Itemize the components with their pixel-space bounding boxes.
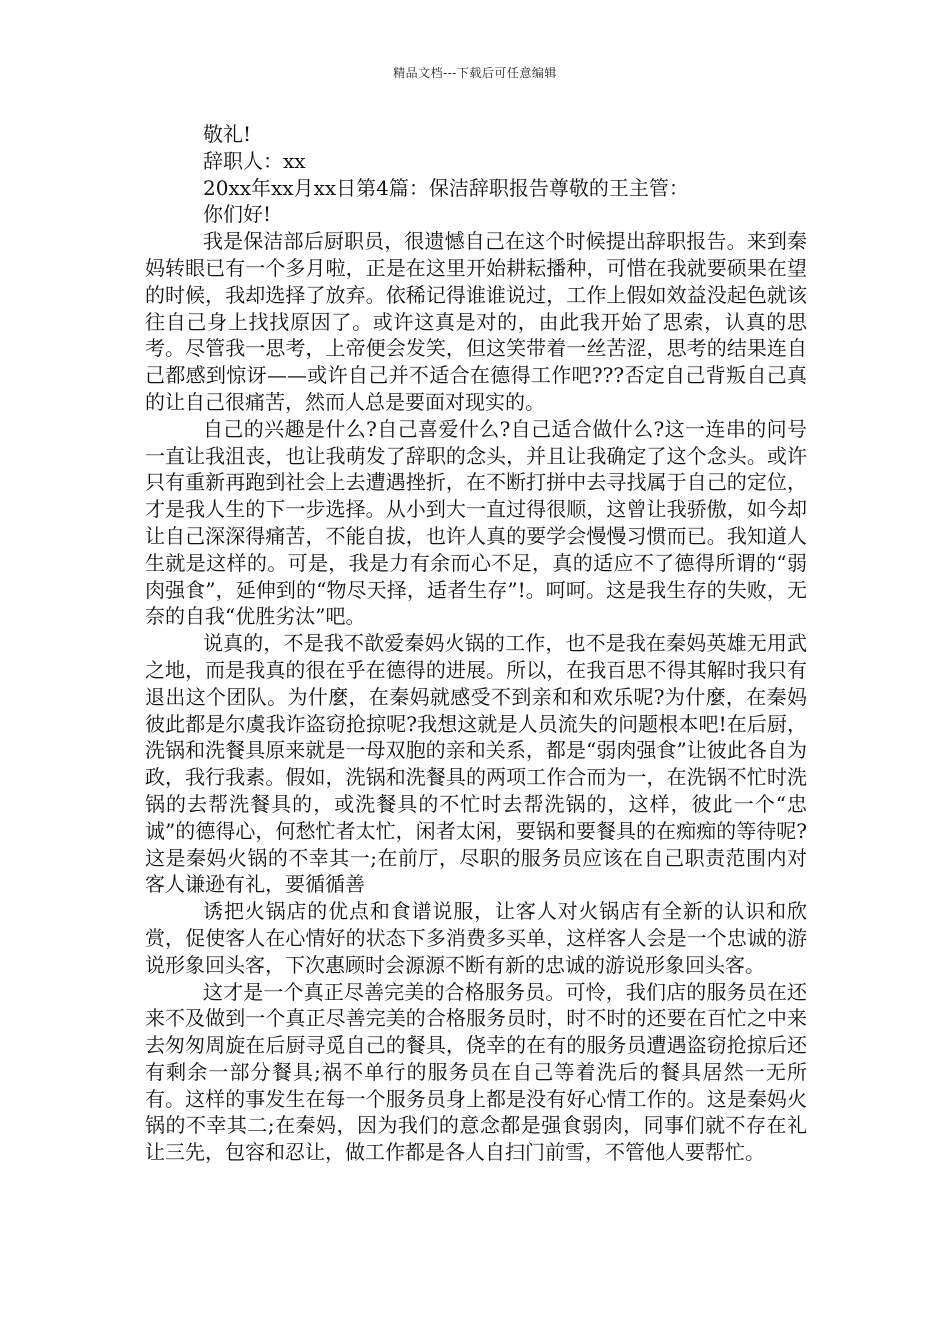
date-title-line: 20xx年xx月xx日第4篇：保洁辞职报告尊敬的王主管： [203,175,689,200]
document-body [145,121,807,1166]
paragraph: 自己的兴趣是什么?自己喜爱什么?自己适合做什么?这一连串的问号一直让我沮丧，也让我萌发了辞职的念头，并且让我确定了这个念头。或许只有重新再跑到社会上去遭遇挫折，在不断打拼中去寻找属于自己的定位，才是我人生的下一步选择。从小到大一直过得很顺，这曾让我骄傲，如今却让自己深深得痛苦，不能自拔，也许人真的要学会慢慢习惯而已。我知道人生就是这样的。可是，我是力有余而心不足，真的适应不了德得所谓的“弱肉强食”，延伸到的“物尽天择，适者生存”!。呵呵。这是我生存的失败，无奈的自我“优胜劣汰”吧。 [145,416,807,629]
paragraph: 这才是一个真正尽善完美的合格服务员。可怜，我们店的服务员在还来不及做到一个真正尽善完美的合格服务员时，时不时的还要在百忙之中来去匆匆周旋在后厨寻觅自己的餐具，侥幸的在有的服务员遭遇盗窃抢掠后还有剩余一部分餐具;祸不单行的服务员在自己等着洗后的餐具居然一无所有。这样的事发生在每一个服务员身上都是没有好心情工作的。这是秦妈火锅的不幸其二;在秦妈，因为我们的意念都是强食弱肉，同事们就不存在礼让三先，包容和忍让，做工作都是各人自扫门前雪，不管他人要帮忙。 [145,979,807,1165]
paragraph: 我是保洁部后厨职员，很遗憾自己在这个时候提出辞职报告。来到秦妈转眼已有一个多月啦，正是在这里开始耕耘播种，可惜在我就要硕果在望的时候，我却选择了放弃。依稀记得谁谁说过，工作上假如效益没起色就该往自己身上找找原因了。或许这真是对的，由此我开始了思索，认真的思考。尽管我一思考，上帝便会发笑，但这笑带着一丝苦涩，思考的结果连自己都感到惊讶——或许自己并不适合在德得工作吧???否定自己背叛自己真的让自己很痛苦，然而人总是要面对现实的。 [145,229,807,414]
paragraph: 诱把火锅店的优点和食谱说服，让客人对火锅店有全新的认识和欣赏，促使客人在心情好的状态下多消费多买单，这样客人会是一个忠诚的游说形象回头客，下次惠顾时会源源不断有新的忠诚的游说形象回头客。 [145,899,807,977]
page-header: 精品文档---下载后可任意编辑 [393,66,557,80]
greeting-line: 你们好! [203,202,272,227]
signer-line: 辞职人：xx [203,148,306,173]
closing-line: 敬礼! [203,122,252,146]
paragraph: 说真的，不是我不歆爱秦妈火锅的工作，也不是我在秦妈英雄无用武之地，而是我真的很在乎在德得的进展。所以，在我百思不得其解时我只有退出这个团队。为什麼，在秦妈就感受不到亲和和欢乐呢?为什麼，在秦妈彼此都是尔虞我诈盗窃抢掠呢?我想这就是人员流失的问题根本吧!在后厨，洗锅和洗餐具原来就是一母双胞的亲和关系，都是“弱肉强食”让彼此各自为政，我行我素。假如，洗锅和洗餐具的两项工作合而为一，在洗锅不忙时洗锅的去帮洗餐具的，或洗餐具的不忙时去帮洗锅的，这样，彼此一个“忠诚”的德得心，何愁忙者太忙，闲者太闲，要锅和要餐具的在痴痴的等待呢?这是秦妈火锅的不幸其一;在前厅，尽职的服务员应该在自己职责范围内对客人谦逊有礼，要循循善 [145,631,807,897]
